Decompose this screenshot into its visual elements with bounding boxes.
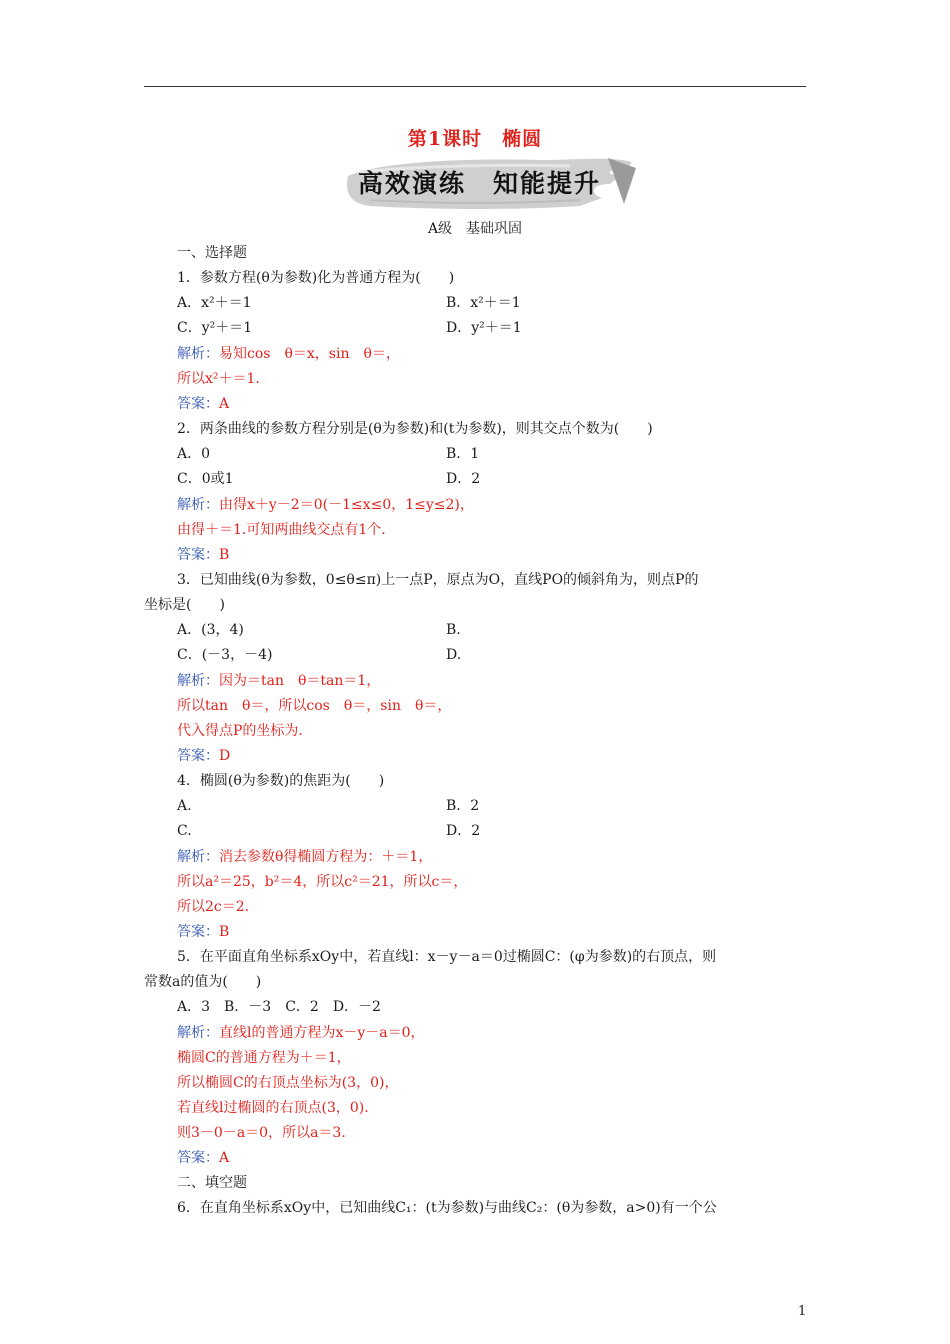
text-line [177, 923, 229, 941]
text-line [177, 646, 272, 664]
text-run: 则3－0－a＝0，所以a＝3. [177, 1125, 346, 1141]
text-run: A．3 B．－3 C．2 D．－2 [177, 999, 381, 1015]
text-run: B．2 [446, 798, 480, 814]
text-line [177, 1074, 398, 1092]
text-run: 解析： [177, 497, 219, 513]
text-run: A．x²＋＝1 [177, 295, 252, 311]
text-line [177, 445, 210, 463]
text-run: B. [446, 622, 461, 638]
text-run: 5．在平面直角坐标系xOy中，若直线l：x－y－a＝0过椭圆C：(φ为参数)的右顶点，则 [177, 949, 717, 965]
text-line [446, 445, 479, 463]
text-run: 由得＋＝1.可知两曲线交点有1个. [177, 522, 386, 538]
text-line [177, 244, 247, 262]
level-heading: A级 基础巩固 [427, 221, 523, 237]
text-line [177, 1199, 717, 1217]
text-line [177, 797, 192, 815]
lesson-title: 第1课时 椭圆 [407, 128, 543, 150]
text-run: D．2 [446, 823, 481, 839]
text-run: 因为＝tan θ＝tan＝1， [219, 673, 381, 689]
text-line [177, 697, 451, 715]
text-run: 2．两条曲线的参数方程分别是(θ为参数)和(t为参数)，则其交点个数为( ) [177, 421, 653, 437]
text-line [177, 470, 234, 488]
text-line [177, 948, 716, 966]
text-run: C．y²＋＝1 [177, 320, 253, 336]
text-run: A．0 [177, 446, 211, 462]
text-run: 解析： [177, 346, 219, 362]
text-line [177, 319, 252, 337]
text-line [177, 395, 229, 413]
text-run: 解析： [177, 1025, 219, 1041]
text-run: 答案： [177, 924, 219, 940]
text-run: B [219, 547, 230, 563]
text-run: 解析： [177, 849, 219, 865]
text-run: C．0或1 [177, 471, 234, 487]
page-number: 1 [798, 1304, 807, 1319]
text-run: C．(－3，－4) [177, 647, 273, 663]
text-run: D．y²＋＝1 [446, 320, 522, 336]
text-line [177, 1174, 247, 1192]
text-line [177, 722, 303, 740]
text-run: 解析： [177, 673, 219, 689]
text-run: 易知cos θ＝x，sin θ＝， [219, 346, 400, 362]
text-run: 答案： [177, 547, 219, 563]
text-line [177, 822, 192, 840]
text-line [177, 873, 467, 891]
text-run: 一、选择题 [177, 245, 247, 261]
text-run: 二、填空题 [177, 1175, 247, 1191]
text-line [177, 546, 229, 564]
text-line [446, 646, 461, 664]
text-line [446, 319, 522, 337]
text-line [177, 998, 381, 1016]
text-line [177, 1149, 229, 1167]
header-rule [144, 86, 806, 87]
text-run: 所以a²＝25，b²＝4，所以c²＝21，所以c＝， [177, 874, 468, 890]
text-run: 常数a的值为( ) [144, 974, 262, 990]
text-run: 椭圆C的普通方程为＋＝1， [177, 1050, 351, 1066]
text-run: 答案： [177, 748, 219, 764]
text-line [177, 621, 244, 639]
text-run: 坐标是( ) [144, 597, 225, 613]
text-line [177, 269, 454, 287]
text-line [177, 1024, 425, 1042]
text-line [177, 1099, 369, 1117]
text-line [446, 822, 480, 840]
text-run: D．2 [446, 471, 481, 487]
text-run: B．x²＋＝1 [446, 295, 521, 311]
text-run: 由得x＋y－2＝0(－1≤x≤0，1≤y≤2)， [219, 497, 474, 513]
text-run: 4．椭圆(θ为参数)的焦距为( ) [177, 773, 385, 789]
text-line [144, 973, 261, 991]
text-line [177, 420, 653, 438]
text-run: D. [446, 647, 462, 663]
text-line [177, 848, 432, 866]
text-run: 若直线l过椭圆的右顶点(3，0). [177, 1100, 369, 1116]
text-run: 所以x²＋＝1. [177, 371, 260, 387]
text-line [177, 496, 474, 514]
text-run: D [219, 748, 231, 764]
text-line [177, 571, 698, 589]
text-run: A．(3，4) [177, 622, 244, 638]
text-run: 所以椭圆C的右顶点坐标为(3，0)， [177, 1075, 399, 1091]
text-line [177, 294, 252, 312]
text-run: 消去参数θ得椭圆方程为：＋＝1， [219, 849, 433, 865]
text-line [446, 294, 521, 312]
text-run: B．1 [446, 446, 480, 462]
text-run: C. [177, 823, 192, 839]
text-line [177, 1049, 351, 1067]
text-line [177, 772, 384, 790]
text-line [144, 596, 225, 614]
text-run: 6．在直角坐标系xOy中，已知曲线C₁：(t为参数)与曲线C₂：(θ为参数，a>0)有一个公 [177, 1200, 717, 1216]
text-run: 所以2c＝2. [177, 899, 250, 915]
text-line [177, 747, 230, 765]
text-run: 3．已知曲线(θ为参数，0≤θ≤π)上一点P，原点为O，直线PO的倾斜角为，则点P的 [177, 572, 699, 588]
text-line [177, 1124, 346, 1142]
text-run: 1．参数方程(θ为参数)化为普通方程为( ) [177, 270, 455, 286]
text-line [177, 345, 400, 363]
text-run: B [219, 924, 230, 940]
text-run: A [219, 1150, 230, 1166]
text-line [446, 470, 480, 488]
text-line [177, 898, 249, 916]
text-line [177, 370, 260, 388]
text-run: A [219, 396, 230, 412]
text-run: 代入得点P的坐标为. [177, 723, 303, 739]
text-line [446, 621, 461, 639]
text-line [177, 672, 380, 690]
text-line [177, 521, 386, 539]
text-line [446, 797, 479, 815]
text-run: A. [177, 798, 192, 814]
text-run: 直线l的普通方程为x－y－a＝0， [219, 1025, 425, 1041]
text-run: 答案： [177, 396, 219, 412]
text-run: 答案： [177, 1150, 219, 1166]
text-run: 所以tan θ＝，所以cos θ＝，sin θ＝， [177, 698, 452, 714]
banner-title: 高效演练 知能提升 [358, 169, 602, 198]
